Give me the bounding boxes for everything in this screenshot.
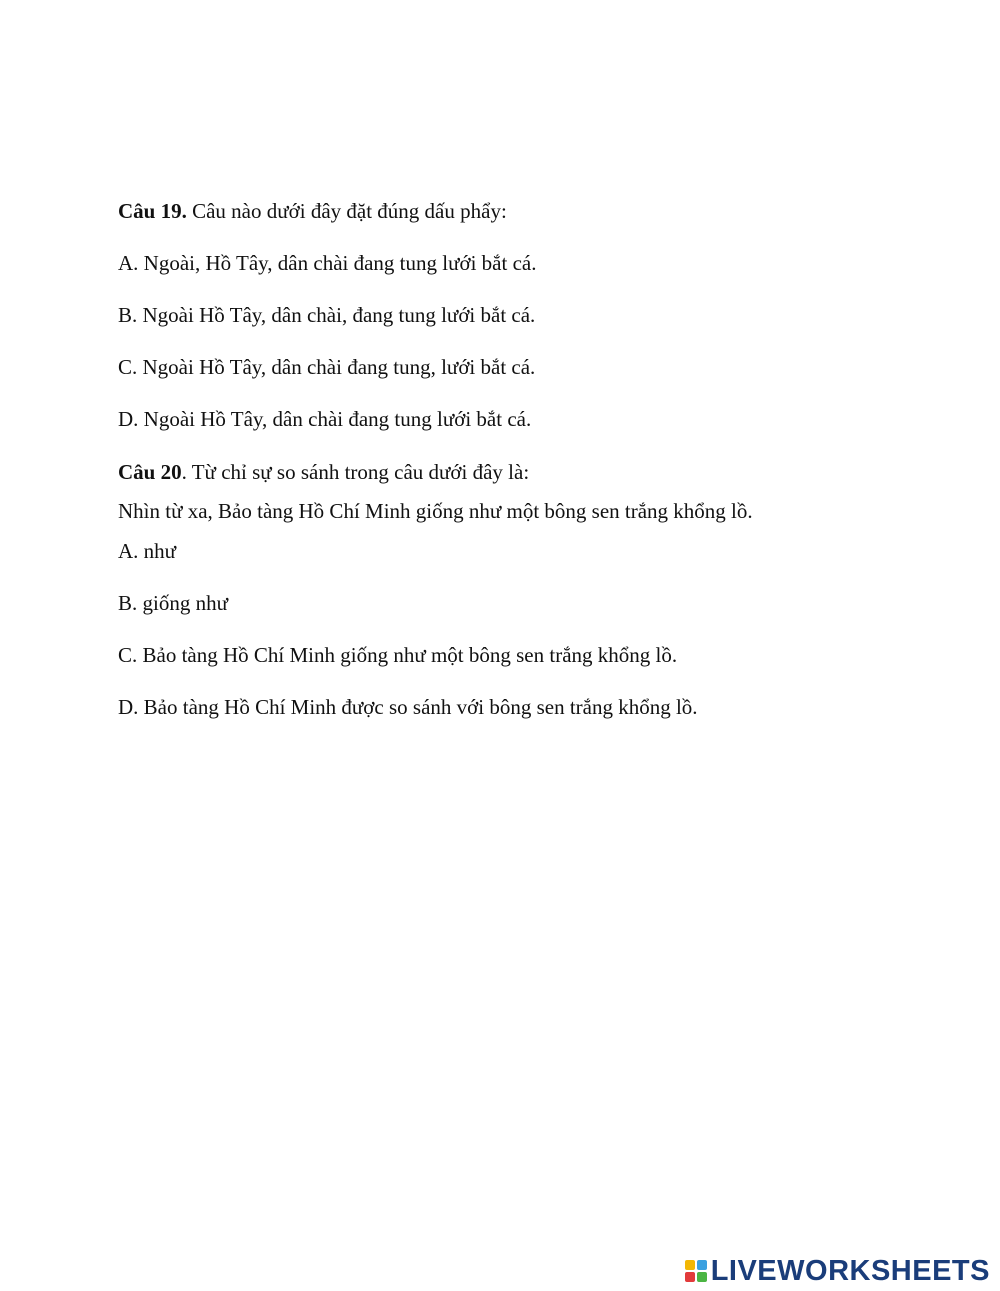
question-19-label: Câu 19.	[118, 199, 187, 223]
question-20-option-b: B. giống như	[118, 591, 228, 615]
question-20-option-a: A. như	[118, 539, 177, 563]
logo-block-l	[685, 1260, 695, 1270]
question-20-label: Câu 20	[118, 460, 182, 484]
question-20-heading	[118, 459, 529, 485]
liveworksheets-watermark	[685, 1254, 990, 1288]
question-20-option-c: C. Bảo tàng Hồ Chí Minh giống như một bông sen trắng khổng lồ.	[118, 643, 678, 667]
liveworksheets-logo-icon	[685, 1260, 707, 1282]
question-19-option-d: D. Ngoài Hồ Tây, dân chài đang tung lưới bắt cá.	[118, 407, 532, 431]
question-19-option-b: B. Ngoài Hồ Tây, dân chài, đang tung lưới bắt cá.	[118, 303, 536, 327]
logo-block-i	[697, 1260, 707, 1270]
question-19-option-a: A. Ngoài, Hồ Tây, dân chài đang tung lưới bắt cá.	[118, 251, 537, 275]
logo-block-v	[685, 1272, 695, 1282]
question-19-prompt: Câu nào dưới đây đặt đúng dấu phẩy:	[186, 199, 507, 223]
question-19-option-c: C. Ngoài Hồ Tây, dân chài đang tung, lưới bắt cá.	[118, 355, 536, 379]
question-20-option-d: D. Bảo tàng Hồ Chí Minh được so sánh với bông sen trắng khổng lồ.	[118, 695, 698, 719]
liveworksheets-wordmark: LIVEWORKSHEETS	[710, 1255, 990, 1287]
question-19-heading	[118, 198, 507, 224]
logo-block-e	[697, 1272, 707, 1282]
question-20-sentence: Nhìn từ xa, Bảo tàng Hồ Chí Minh giống như một bông sen trắng khổng lồ.	[118, 499, 753, 523]
question-20-prompt: . Từ chỉ sự so sánh trong câu dưới đây là:	[181, 460, 530, 484]
